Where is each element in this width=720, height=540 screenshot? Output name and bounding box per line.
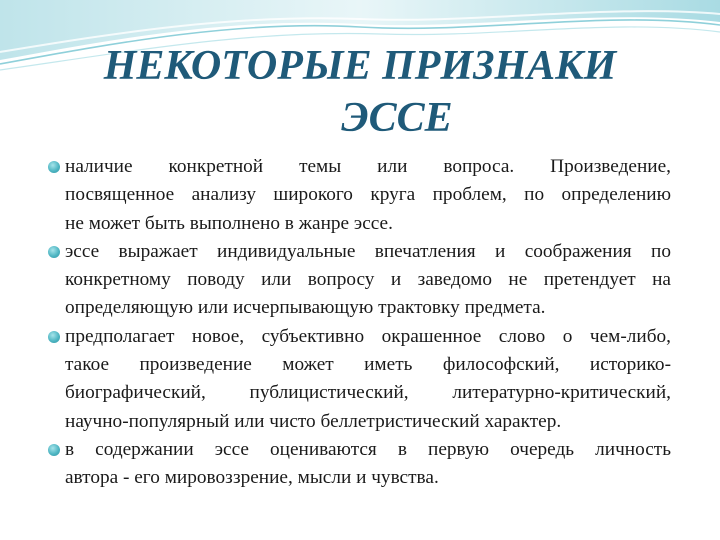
bullet-line: эссе выражает индивидуальные впечатления и соображения по	[65, 240, 671, 262]
bullet-item	[48, 436, 671, 493]
bullet-list	[48, 153, 671, 493]
slide-title-line-1: НЕКОТОРЫЕ ПРИЗНАКИ	[103, 43, 617, 89]
bullet-icon	[48, 161, 60, 173]
bullet-line: такое произведение может иметь философский, историко-	[65, 354, 671, 376]
bullet-line: в содержании эссе оцениваются в первую очередь личность	[65, 438, 671, 460]
bullet-icon	[48, 331, 60, 343]
slide-title-line-2: ЭССЕ	[341, 95, 453, 141]
bullet-line: наличие конкретной темы или вопроса. Произведение,	[65, 156, 671, 177]
bullet-icon	[48, 246, 60, 258]
bullet-line: научно-популярный или чисто беллетристический характер.	[65, 410, 562, 432]
bullet-line: не может быть выполнено в жанре эссе.	[65, 212, 393, 234]
slide-title	[40, 40, 680, 144]
bullet-item	[48, 323, 671, 436]
bullet-line: конкретному поводу или вопросу и заведомо не претендует на	[65, 269, 671, 291]
bullet-line: автора - его мировоззрение, мысли и чувства.	[65, 467, 439, 489]
bullet-line: биографический, публицистический, литературно-критический,	[65, 382, 671, 404]
bullet-icon	[48, 444, 60, 456]
bullet-line: предполагает новое, субъективно окрашенное слово о чем-либо,	[65, 325, 671, 347]
bullet-item	[48, 153, 671, 238]
bullet-item	[48, 238, 671, 323]
bullet-line: посвященное анализу широкого круга проблем, по определению	[65, 184, 671, 206]
bullet-line: определяющую или исчерпывающую трактовку предмета.	[65, 297, 546, 319]
